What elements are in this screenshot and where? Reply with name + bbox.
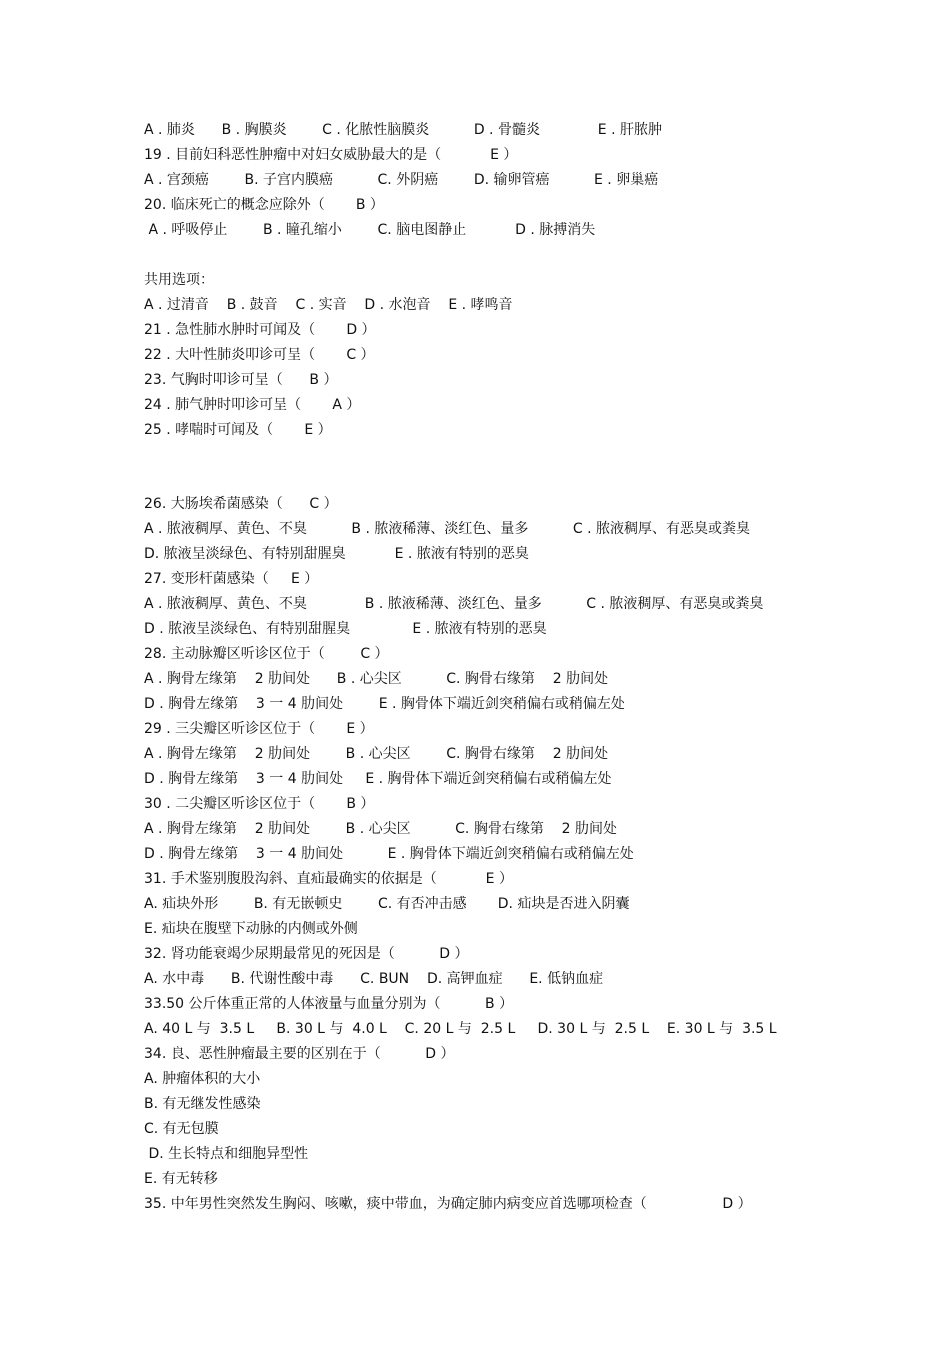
text-line: A . 胸骨左缘第 2 肋间处 B . 心尖区 C. 胸骨右缘第 2 肋间处: [144, 821, 617, 837]
text-line: E. 有无转移: [144, 1171, 218, 1187]
text-line: A. 40 L 与 3.5 L B. 30 L 与 4.0 L C. 20 L 与 2.5 L D. 30 L 与 2.5 L E. 30 L 与 3.5 L: [144, 1021, 777, 1037]
text-line: A . 宫颈癌 B. 子宫内膜癌 C. 外阴癌 D. 输卵管癌 E . 卵巢癌: [144, 172, 659, 188]
text-line: A. 水中毒 B. 代谢性酸中毒 C. BUN D. 高钾血症 E. 低钠血症: [144, 971, 604, 987]
text-line: 19 . 目前妇科恶性肿瘤中对妇女威胁最大的是（ E ）: [144, 147, 518, 163]
text-line: A . 过清音 B . 鼓音 C . 实音 D . 水泡音 E . 哮鸣音: [144, 297, 513, 313]
text-line: B. 有无继发性感染: [144, 1096, 261, 1112]
text-line: D . 胸骨左缘第 3 一 4 肋间处 E . 胸骨体下端近剑突稍偏右或稍偏左处: [144, 696, 625, 712]
text-line: C. 有无包膜: [144, 1121, 219, 1137]
text-line: 31. 手术鉴别腹股沟斜、直疝最确实的依据是（ E ）: [144, 871, 513, 887]
text-line: 32. 肾功能衰竭少尿期最常见的死因是（ D ）: [144, 946, 469, 962]
text-line: E. 疝块在腹壁下动脉的内侧或外侧: [144, 921, 358, 937]
text-line: A. 疝块外形 B. 有无嵌顿史 C. 有否冲击感 D. 疝块是否进入阴囊: [144, 896, 630, 912]
text-line: 21 . 急性肺水肿时可闻及（ D ）: [144, 322, 376, 338]
text-line: 35. 中年男性突然发生胸闷、咳嗽，痰中带血，为确定肺内病变应首选哪项检查（ D ）: [144, 1196, 752, 1212]
text-line: D. 脓液呈淡绿色、有特别甜腥臭 E . 脓液有特别的恶臭: [144, 546, 529, 562]
text-line: A . 脓液稠厚、黄色、不臭 B . 脓液稀薄、淡红色、量多 C . 脓液稠厚、有恶臭或粪臭: [144, 596, 764, 612]
text-line: D . 胸骨左缘第 3 一 4 肋间处 E . 胸骨体下端近剑突稍偏右或稍偏左处: [144, 846, 634, 862]
text-line: A . 呼吸停止 B . 瞳孔缩小 C. 脑电图静止 D . 脉搏消失: [144, 222, 596, 238]
text-line: 27. 变形杆菌感染（ E ）: [144, 571, 319, 587]
text-line: 26. 大肠埃希菌感染（ C ）: [144, 496, 338, 512]
text-line: A . 胸骨左缘第 2 肋间处 B . 心尖区 C. 胸骨右缘第 2 肋间处: [144, 671, 609, 687]
text-line: A . 肺炎 B . 胸膜炎 C . 化脓性脑膜炎 D . 骨髓炎 E . 肝脓肿: [144, 122, 662, 138]
text-line: 30 . 二尖瓣区听诊区位于（ B ）: [144, 796, 375, 812]
text-line: D. 生长特点和细胞异型性: [144, 1146, 309, 1162]
text-line: 24 . 肺气肿时叩诊可呈（ A ）: [144, 397, 361, 413]
text-line: 20. 临床死亡的概念应除外（ B ）: [144, 197, 384, 213]
text-line: 22 . 大叶性肺炎叩诊可呈（ C ）: [144, 347, 375, 363]
text-line: A. 肿瘤体积的大小: [144, 1071, 261, 1087]
text-line: 28. 主动脉瓣区听诊区位于（ C ）: [144, 646, 389, 662]
text-line: D . 脓液呈淡绿色、有特别甜腥臭 E . 脓液有特别的恶臭: [144, 621, 547, 637]
text-line: A . 脓液稠厚、黄色、不臭 B . 脓液稀薄、淡红色、量多 C . 脓液稠厚、有恶臭或粪臭: [144, 521, 751, 537]
text-line: D . 胸骨左缘第 3 一 4 肋间处 E . 胸骨体下端近剑突稍偏右或稍偏左处: [144, 771, 612, 787]
text-line: 33.50 公斤体重正常的人体液量与血量分别为（ B ）: [144, 996, 514, 1012]
section-label: 共用选项：: [144, 272, 214, 288]
text-line: 25 . 哮喘时可闻及（ E ）: [144, 422, 332, 438]
text-line: A . 胸骨左缘第 2 肋间处 B . 心尖区 C. 胸骨右缘第 2 肋间处: [144, 746, 609, 762]
text-line: 29 . 三尖瓣区听诊区位于（ E ）: [144, 721, 374, 737]
text-line: 34. 良、恶性肿瘤最主要的区别在于（ D ）: [144, 1046, 455, 1062]
text-line: 23. 气胸时叩诊可呈（ B ）: [144, 372, 338, 388]
